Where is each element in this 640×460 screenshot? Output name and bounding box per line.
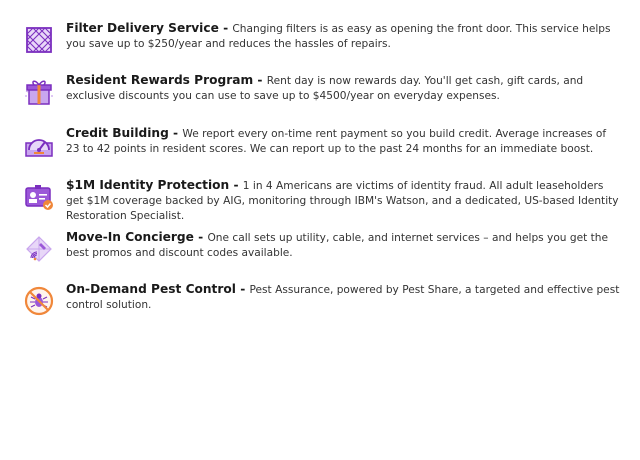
- service-text: [66, 230, 622, 261]
- service-text: [66, 178, 622, 224]
- service-title: On-Demand Pest Control -: [66, 282, 250, 296]
- service-text: [66, 73, 622, 104]
- gift-icon: [22, 75, 56, 109]
- service-title: Credit Building -: [66, 126, 183, 140]
- service-item-credit-building: [22, 126, 622, 162]
- filter-grid-icon: [22, 23, 56, 57]
- service-description: 1 in 4 Americans are victims of identity fraud. All adult leaseholders get $1M coverage backed by AIG, monitoring through IBM's Watson, and a dedicated, US-based Identity Restoration Specialist.: [66, 180, 619, 222]
- service-title: Resident Rewards Program -: [66, 73, 267, 87]
- service-description: Pest Assurance, powered by Pest Share, a targeted and effective pest control solution.: [66, 284, 620, 311]
- service-item-pest-control: [22, 282, 622, 318]
- service-title: Filter Delivery Service -: [66, 21, 233, 35]
- service-title: $1M Identity Protection -: [66, 178, 243, 192]
- no-bug-icon: [22, 284, 56, 318]
- service-item-move-in-concierge: [22, 230, 622, 266]
- service-description: Rent day is now rewards day. You'll get cash, gift cards, and exclusive discounts you can use to save up to $4500/year on everyday expenses.: [66, 75, 584, 102]
- service-title: Move-In Concierge -: [66, 230, 208, 244]
- service-description: We report every on-time rent payment so you build credit. Average increases of 23 to 42 points in resident scores. We can report up to the past 24 months for an immediate boost.: [66, 128, 607, 155]
- service-item-resident-rewards: [22, 73, 622, 109]
- concierge-icon: [22, 232, 56, 266]
- service-item-identity-protection: [22, 178, 622, 224]
- service-item-filter-delivery: [22, 21, 622, 57]
- service-description: Changing filters is as easy as opening the front door. This service helps you save up to $250/year and reduces the hassles of repairs.: [66, 23, 611, 50]
- id-card-icon: [22, 180, 56, 214]
- service-text: [66, 126, 622, 157]
- service-text: [66, 21, 622, 52]
- credit-gauge-icon: [22, 128, 56, 162]
- service-text: [66, 282, 622, 313]
- service-description: One call sets up utility, cable, and internet services – and helps you get the best promos and discount codes available.: [66, 232, 609, 259]
